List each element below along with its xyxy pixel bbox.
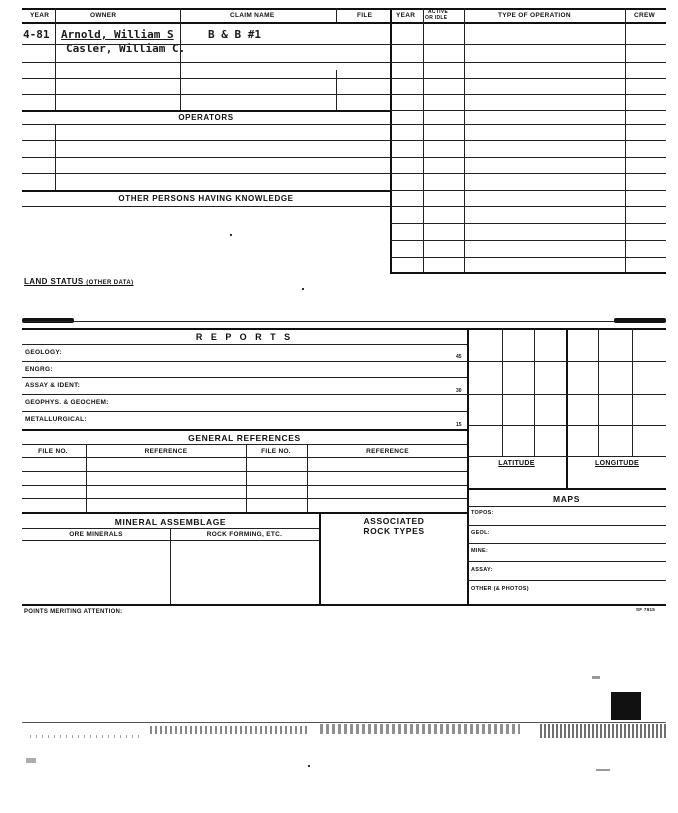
- ref-file-no-2: FILE NO.: [261, 448, 291, 455]
- header-or-idle: OR IDLE: [425, 15, 448, 21]
- land-status-label: [24, 277, 134, 286]
- report-metallurgical-num: 15: [456, 422, 462, 428]
- operators-title: OPERATORS: [178, 113, 234, 122]
- latitude-label: LATITUDE: [498, 460, 535, 467]
- other-persons-title: OTHER PERSONS HAVING KNOWLEDGE: [118, 194, 294, 203]
- ref-reference: REFERENCE: [144, 448, 188, 455]
- associated-rock-types-2: ROCK TYPES: [363, 526, 425, 536]
- land-status-title: LAND STATUS: [24, 277, 84, 286]
- maps-geol: GEOL:: [471, 530, 490, 536]
- header-claim-name: CLAIM NAME: [230, 12, 275, 19]
- header-year-2: YEAR: [396, 12, 416, 19]
- points-meriting-attention: POINTS MERITING ATTENTION:: [24, 609, 123, 615]
- entry-owner-1: Arnold, William S: [61, 28, 174, 41]
- ore-minerals-header: ORE MINERALS: [69, 531, 123, 538]
- report-geology-num: 45: [456, 354, 462, 360]
- header-owner: OWNER: [90, 12, 117, 19]
- header-crew: CREW: [634, 12, 656, 19]
- report-assay-num: 30: [456, 388, 462, 394]
- header-year: YEAR: [30, 12, 50, 19]
- header-type-of-operation: TYPE OF OPERATION: [498, 12, 571, 19]
- ref-file-no: FILE NO.: [38, 448, 68, 455]
- associated-rock-types-1: ASSOCIATED: [363, 516, 425, 526]
- rock-forming-header: ROCK FORMING, ETC.: [206, 531, 283, 538]
- report-assay: ASSAY & IDENT:: [25, 382, 81, 389]
- entry-owner-2: Casler, William C.: [66, 42, 186, 55]
- maps-mine: MINE:: [471, 548, 489, 554]
- ref-reference-2: REFERENCE: [366, 448, 409, 455]
- land-status-subtitle: (OTHER DATA): [86, 280, 134, 286]
- maps-other: OTHER (& PHOTOS): [471, 586, 529, 592]
- form-number: SF 7915: [636, 607, 656, 612]
- report-geophys: GEOPHYS. & GEOCHEM:: [25, 399, 109, 406]
- mineral-assemblage-title: MINERAL ASSEMBLAGE: [114, 517, 227, 527]
- maps-title: MAPS: [553, 494, 580, 504]
- entry-claim: B & B #1: [208, 28, 261, 41]
- maps-assay: ASSAY:: [471, 567, 493, 573]
- header-active: ACTIVE: [428, 9, 449, 15]
- report-geology: GEOLOGY:: [25, 349, 62, 356]
- general-references-title: GENERAL REFERENCES: [188, 433, 301, 443]
- header-file: FILE: [357, 12, 373, 19]
- entry-year: 4-81: [23, 28, 50, 41]
- maps-topos: TOPOS:: [471, 510, 494, 516]
- report-metallurgical: METALLURGICAL:: [25, 416, 87, 423]
- report-engrg: ENGRG:: [25, 366, 53, 373]
- reports-title: R E P O R T S: [195, 332, 294, 342]
- longitude-label: LONGITUDE: [595, 460, 639, 467]
